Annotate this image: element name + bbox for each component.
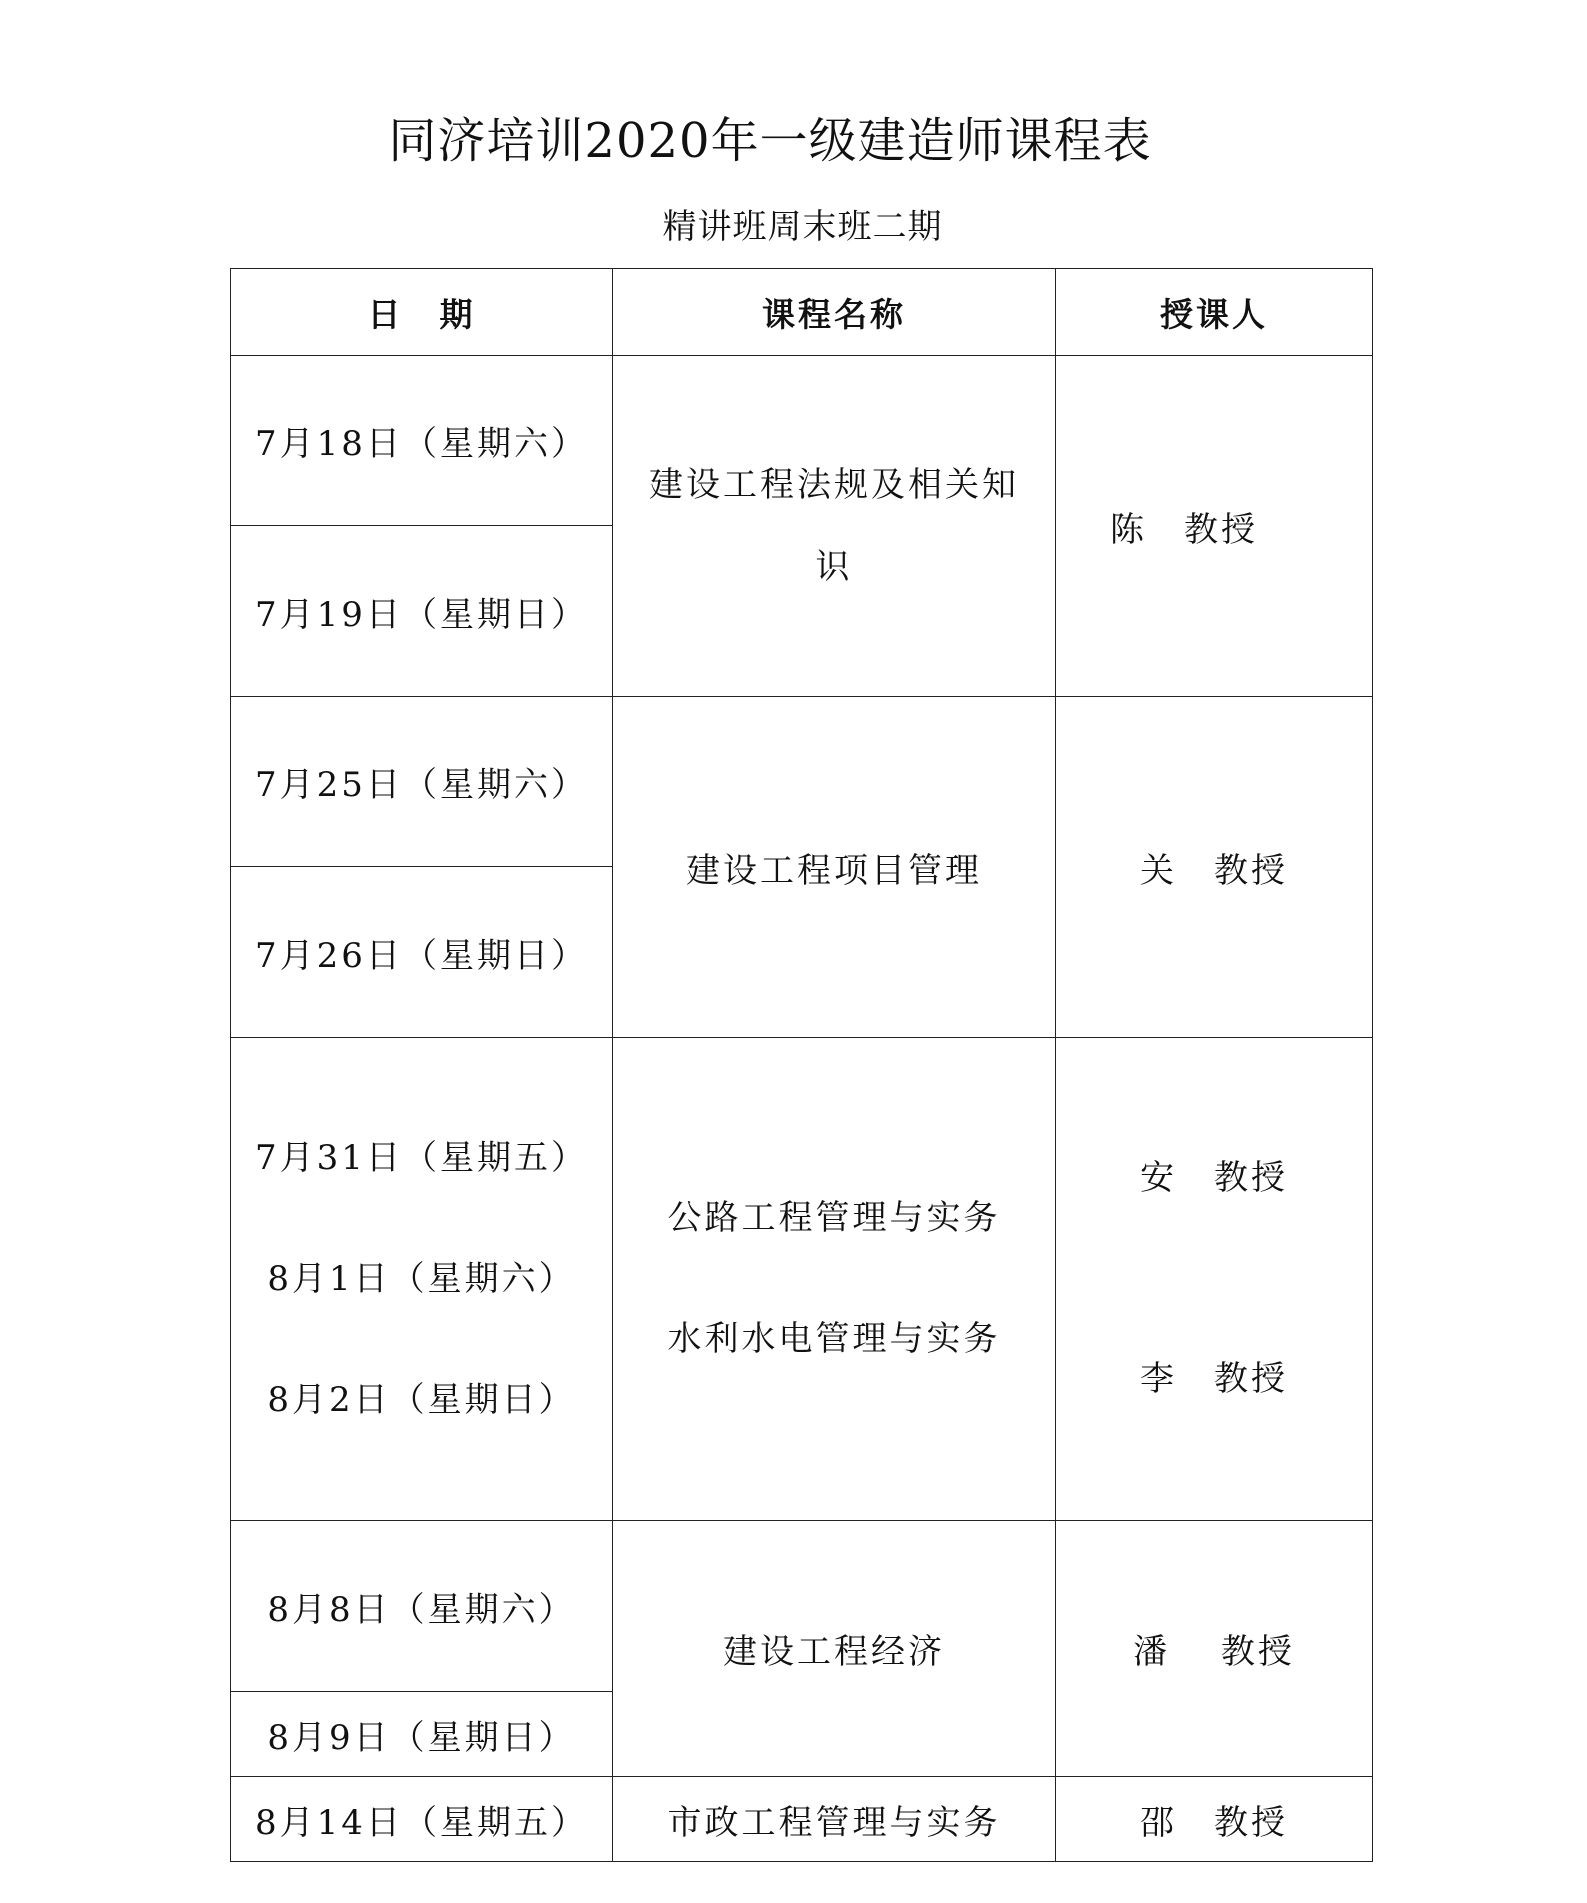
document-title: 同济培训2020年一级建造师课程表: [388, 113, 1152, 169]
course-cell: [613, 356, 1056, 697]
date-cell-multi: [231, 1038, 613, 1521]
date-cell: 8月14日（星期五）: [231, 1777, 613, 1862]
teacher-cell: 关 教授: [1056, 697, 1373, 1038]
teacher-cell-multi: [1056, 1038, 1373, 1521]
table-row: [231, 1777, 1373, 1862]
date-line: 7月31日（星期五）: [255, 1137, 588, 1178]
table-row: [231, 1038, 1373, 1521]
table-row: [231, 356, 1373, 526]
document-subtitle: 精讲班周末班二期: [662, 207, 943, 247]
date-line: 8月1日（星期六）: [267, 1258, 576, 1299]
course-line: 水利水电管理与实务: [667, 1319, 1001, 1359]
header-date: 日 期: [231, 269, 613, 356]
header-teacher: 授课人: [1056, 269, 1373, 356]
date-cell: 7月19日（星期日）: [231, 526, 613, 697]
date-cell: 7月18日（星期六）: [231, 356, 613, 526]
date-cell: 8月8日（星期六）: [231, 1521, 613, 1692]
course-schedule-table: [230, 268, 1373, 1862]
teacher-cell: 潘 教授: [1056, 1521, 1373, 1777]
table-row: [231, 697, 1373, 867]
date-cell: 8月9日（星期日）: [231, 1692, 613, 1777]
header-course: 课程名称: [613, 269, 1056, 356]
course-line: 公路工程管理与实务: [667, 1198, 1001, 1238]
course-cell-multi: [613, 1038, 1056, 1521]
teacher-line: 安 教授: [1140, 1158, 1288, 1198]
course-cell: 建设工程经济: [613, 1521, 1056, 1777]
teacher-cell: 邵 教授: [1056, 1777, 1373, 1862]
teacher-line: 李 教授: [1140, 1359, 1288, 1399]
course-name: 建设工程法规及相关知识: [649, 465, 1019, 587]
date-cell: 7月25日（星期六）: [231, 697, 613, 867]
course-cell: 市政工程管理与实务: [613, 1777, 1056, 1862]
teacher-cell: 陈 教授: [1056, 356, 1373, 697]
date-cell: 7月26日（星期日）: [231, 867, 613, 1038]
course-cell: 建设工程项目管理: [613, 697, 1056, 1038]
table-row: [231, 1521, 1373, 1692]
date-line: 8月2日（星期日）: [267, 1379, 576, 1420]
table-header-row: [231, 269, 1373, 356]
